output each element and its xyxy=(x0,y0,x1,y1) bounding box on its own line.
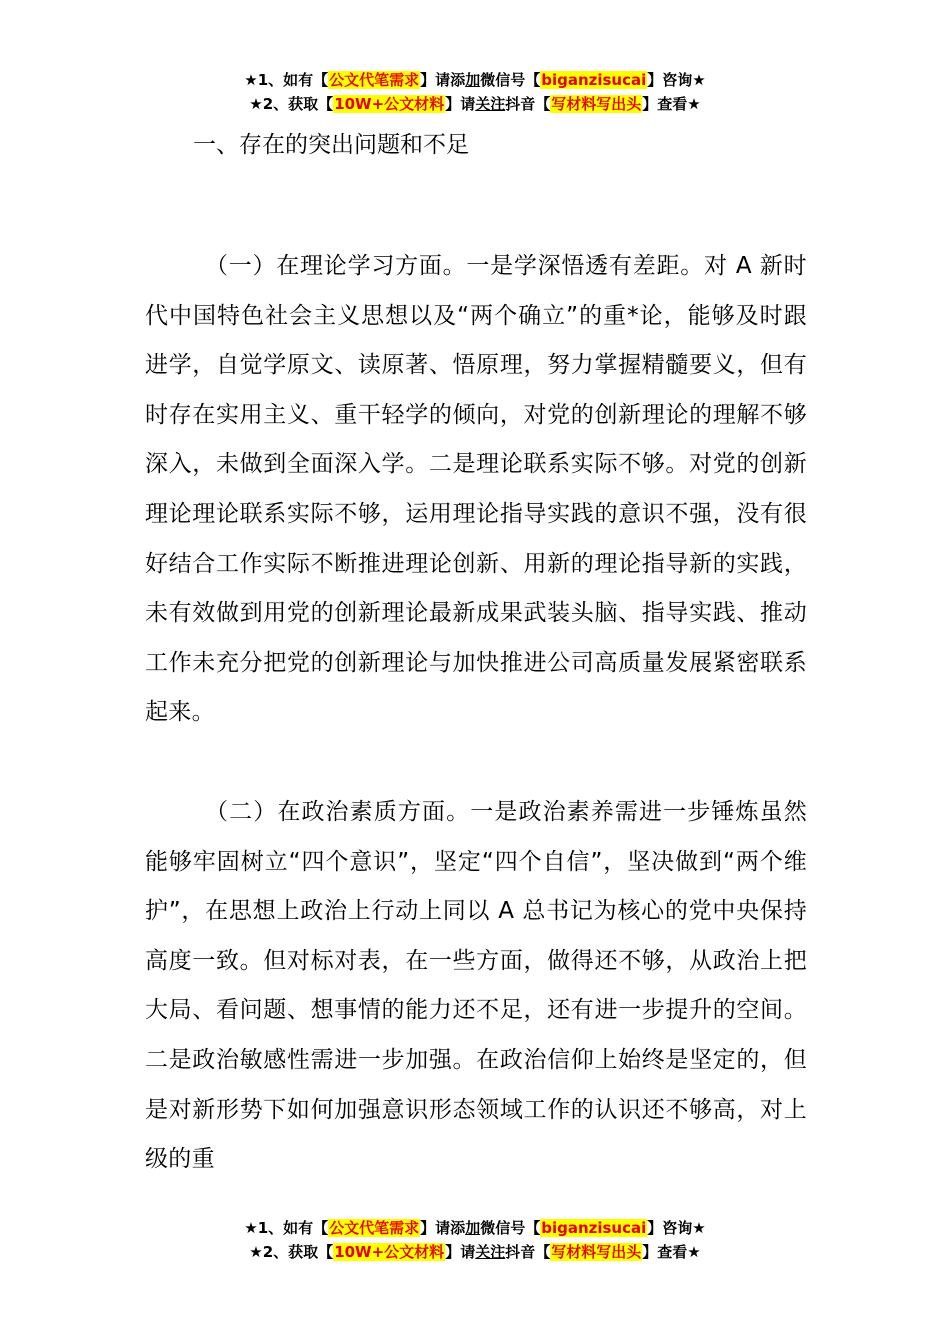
document-body xyxy=(145,120,807,1185)
promo-text: 】咨询★ xyxy=(647,71,706,89)
promo-underline: 关注 xyxy=(475,1243,506,1261)
promo-line-1 xyxy=(0,68,950,92)
promo-text: 】请 xyxy=(445,95,476,113)
promo-highlight: biganzisucai xyxy=(541,71,647,89)
promo-text: 】请添 xyxy=(420,71,466,89)
promo-highlight: 写材料写出头 xyxy=(551,95,642,113)
section-heading: 一、存在的突出问题和不足 xyxy=(193,132,469,158)
paragraph-theory-study: （一）在理论学习方面。一是学深悟透有差距。对 A 新时代中国特色社会主义思想以及“两个确立”的重*论，能够及时跟进学，自觉学原文、读原著、悟原理，努力掌握精髓要义，但有时存在实用主义、重干轻学的倾向，对党的创新理论的理解不够深入，未做到全面深入学。二是理论联系实际不够。对党的创新理论理论联系实际不够，运用理论指导实践的意识不强，没有很好结合工作实际不断推进理论创新、用新的理论指导新的实践，未有效做到用党的创新理论最新成果武装头脑、指导实践、推动工作未充分把党的创新理论与加快推进公司高质量发展紧密联系起来。 xyxy=(145,253,807,726)
promo-text: ★1、如有【 xyxy=(244,1219,329,1237)
promo-text: 】查看★ xyxy=(642,1243,701,1261)
promo-underline: 加 xyxy=(465,71,481,89)
promo-text: 微信号【 xyxy=(480,71,541,89)
promo-text: ★1、如有【 xyxy=(244,71,329,89)
promo-highlight: 10W+公文材料 xyxy=(334,95,445,113)
promo-text: 抖音【 xyxy=(505,95,551,113)
promo-highlight: 10W+公文材料 xyxy=(334,1243,445,1261)
promo-text: 】咨询★ xyxy=(647,1219,706,1237)
promo-text: 微信号【 xyxy=(480,1219,541,1237)
promo-text: 】请添 xyxy=(420,1219,466,1237)
footer-promo-banner xyxy=(0,1216,950,1264)
promo-underline: 关注 xyxy=(475,95,506,113)
promo-line-2 xyxy=(0,92,950,116)
promo-text: 】查看★ xyxy=(642,95,701,113)
promo-highlight: biganzisucai xyxy=(541,1219,647,1237)
promo-text: ★2、获取【 xyxy=(249,95,334,113)
promo-text: 】请 xyxy=(445,1243,476,1261)
promo-text: ★2、获取【 xyxy=(249,1243,334,1261)
header-promo-banner xyxy=(0,68,950,116)
promo-highlight: 公文代笔需求 xyxy=(329,71,420,89)
promo-underline: 加 xyxy=(465,1219,481,1237)
promo-line-1 xyxy=(0,1216,950,1240)
promo-text: 抖音【 xyxy=(505,1243,551,1261)
paragraph-political-quality: （二）在政治素质方面。一是政治素养需进一步锤炼虽然能够牢固树立“四个意识”，坚定“四个自信”，坚决做到“两个维护”，在思想上政治上行动上同以 A 总书记为核心的党中央保持高度一致。但对标对表，在一些方面，做得还不够，从政治上把大局、看问题、想事情的能力还不足，还有进一步提升的空间。二是政治敏感性需进一步加强。在政治信仰上始终是坚定的，但是对新形势下如何加强意识形态领域工作的认识还不够高，对上级的重 xyxy=(145,798,807,1173)
promo-highlight: 公文代笔需求 xyxy=(329,1219,420,1237)
promo-highlight: 写材料写出头 xyxy=(551,1243,642,1261)
promo-line-2 xyxy=(0,1240,950,1264)
